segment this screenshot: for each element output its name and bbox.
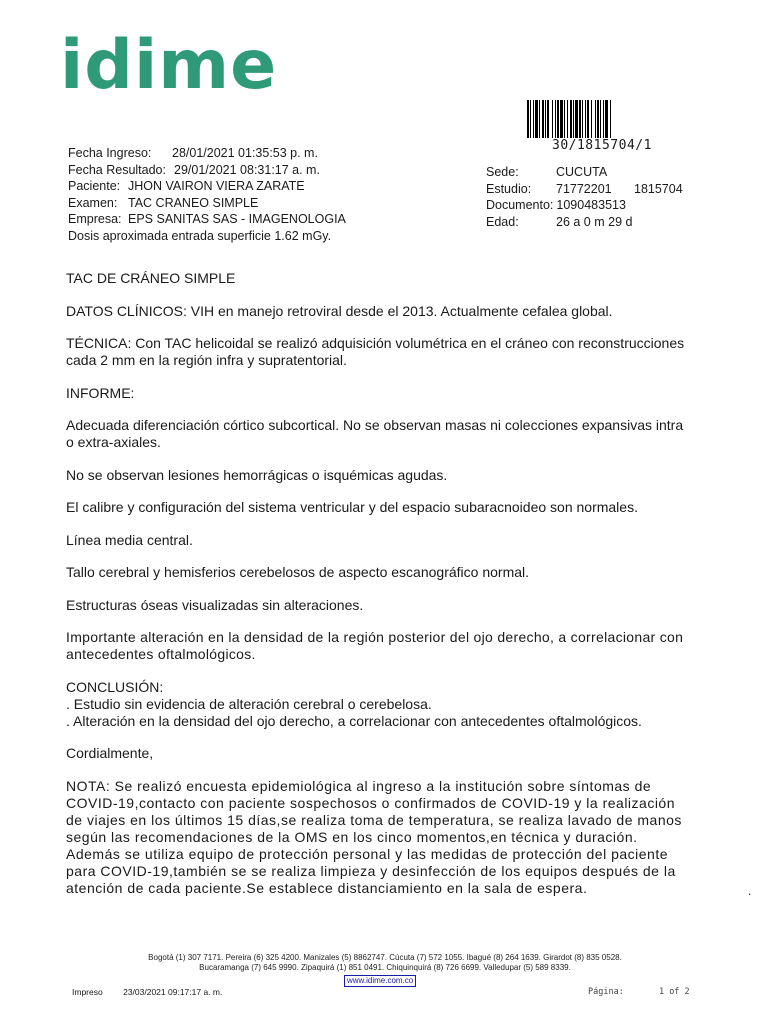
examen-value: TAC CRANEO SIMPLE [128, 195, 259, 210]
stray-mark: . [748, 884, 752, 898]
report-title: TAC DE CRÁNEO SIMPLE [66, 270, 236, 286]
fecha-resultado-value: 29/01/2021 08:31:17 a. m. [174, 162, 320, 177]
fecha-resultado-label: Fecha Resultado: [68, 162, 166, 177]
patient-info-right [486, 164, 683, 230]
informe-heading: INFORME: [66, 384, 135, 401]
conclusion-heading: CONCLUSIÓN: [66, 678, 164, 695]
estudio-label: Estudio: [486, 181, 532, 196]
report-body [66, 270, 690, 912]
paciente-label: Paciente: [68, 179, 121, 193]
barcode-number: 30/1815704/1 [552, 138, 652, 153]
conclusion-block [66, 679, 690, 730]
fecha-resultado-row [68, 162, 346, 179]
sede-label: Sede: [486, 165, 519, 179]
finding: No se observan lesiones hemorrágicas o isquémicas agudas. [66, 466, 448, 483]
dosis-text: Dosis aproximada entrada superficie 1.62 mGy. [68, 228, 332, 243]
tecnica: TÉCNICA: Con TAC helicoidal se realizó adquisición volumétrica en el cráneo con reconstrucciones cada 2 mm en la región infra y supratentorial. [66, 335, 685, 368]
finding: Línea media central. [66, 531, 193, 548]
documento-label: Documento: [486, 198, 554, 212]
footer-contacts [80, 953, 690, 973]
impreso-label: Impreso [72, 987, 103, 997]
estudio-value-2: 1815704 [634, 181, 683, 196]
paciente-value: JHON VAIRON VIERA ZARATE [128, 179, 305, 193]
printed-info [72, 987, 240, 997]
website-link[interactable]: www.idime.com.co [344, 975, 416, 987]
covid-note: NOTA: Se realizó encuesta epidemiológica al ingreso a la institución sobre síntomas de COVID-19,contacto con paciente sospechosos o confirmados de COVID-19 y la realización de viajes en los últimos 15 días,se realiza toma de temperatura, se realiza lavado de manos según las recomendaciones de la OMS en los cinco momentos,en técnica y duración. Además se utiliza equipo de protección personal y las medidas de protección del paciente para COVID-19,también se se realiza limpieza y desinfección de los equipos después de la atención de cada paciente.Se establece distanciamiento en la sala de espera. [66, 777, 682, 896]
estudio-row [486, 181, 683, 198]
estudio-value: 71772201 [556, 181, 612, 196]
conclusion-item: . Estudio sin evidencia de alteración cerebral o cerebelosa. [66, 695, 432, 712]
footer-line-2: Bucaramanga (7) 645 9990. Zipaquirá (1) 851 0491. Chiquinquirá (8) 726 6699. Valledupar (5) 589 8339. [199, 963, 571, 972]
fecha-ingreso-label: Fecha Ingreso: [68, 146, 152, 160]
finding: Adecuada diferenciación córtico subcortical. No se observan masas ni colecciones expansivas intra o extra-axiales. [66, 417, 684, 450]
fecha-ingreso-row [68, 145, 346, 162]
page-number [588, 987, 690, 997]
empresa-label: Empresa: [68, 212, 122, 226]
finding: El calibre y configuración del sistema ventricular y del espacio subaracnoideo son normales. [66, 499, 638, 515]
pagina-value: 1 of 2 [658, 987, 690, 997]
sede-value: CUCUTA [556, 165, 608, 179]
empresa-row [68, 211, 346, 228]
paciente-row [68, 178, 346, 195]
impreso-value: 23/03/2021 09:17:17 a. m. [123, 987, 223, 997]
datos-clinicos: DATOS CLÍNICOS: VIH en manejo retroviral desde el 2013. Actualmente cefalea global. [66, 302, 613, 319]
finding: Estructuras óseas visualizadas sin alteraciones. [66, 596, 364, 613]
documento-value: 1090483513 [556, 198, 626, 212]
fecha-ingreso-value: 28/01/2021 01:35:53 p. m. [172, 146, 318, 160]
patient-info-left [68, 145, 346, 244]
empresa-value: EPS SANITAS SAS - IMAGENOLOGIA [128, 212, 346, 226]
finding: Importante alteración en la densidad de la región posterior del ojo derecho, a correlacionar con antecedentes oftalmológicos. [66, 629, 684, 662]
edad-label: Edad: [486, 214, 519, 229]
footer-line-1: Bogotá (1) 307 7171. Pereira (6) 325 4200. Manizales (5) 8862747. Cúcuta (7) 572 1055. Ibagué (8) 264 1639. Girardot (8) 835 0528. [148, 953, 622, 962]
edad-row [486, 214, 683, 231]
barcode [527, 100, 661, 138]
finding: Tallo cerebral y hemisferios cerebelosos de aspecto escanográfico normal. [66, 564, 530, 580]
idime-logo: idime [60, 26, 278, 105]
documento-row [486, 197, 683, 214]
conclusion-item: . Alteración en la densidad del ojo derecho, a correlacionar con antecedentes oftalmológicos. [66, 712, 642, 729]
pagina-label: Página: [588, 987, 624, 997]
edad-value: 26 a 0 m 29 d [556, 214, 633, 229]
examen-row [68, 195, 346, 212]
closing: Cordialmente, [66, 745, 154, 761]
examen-label: Examen: [68, 195, 118, 210]
sede-row [486, 164, 683, 181]
